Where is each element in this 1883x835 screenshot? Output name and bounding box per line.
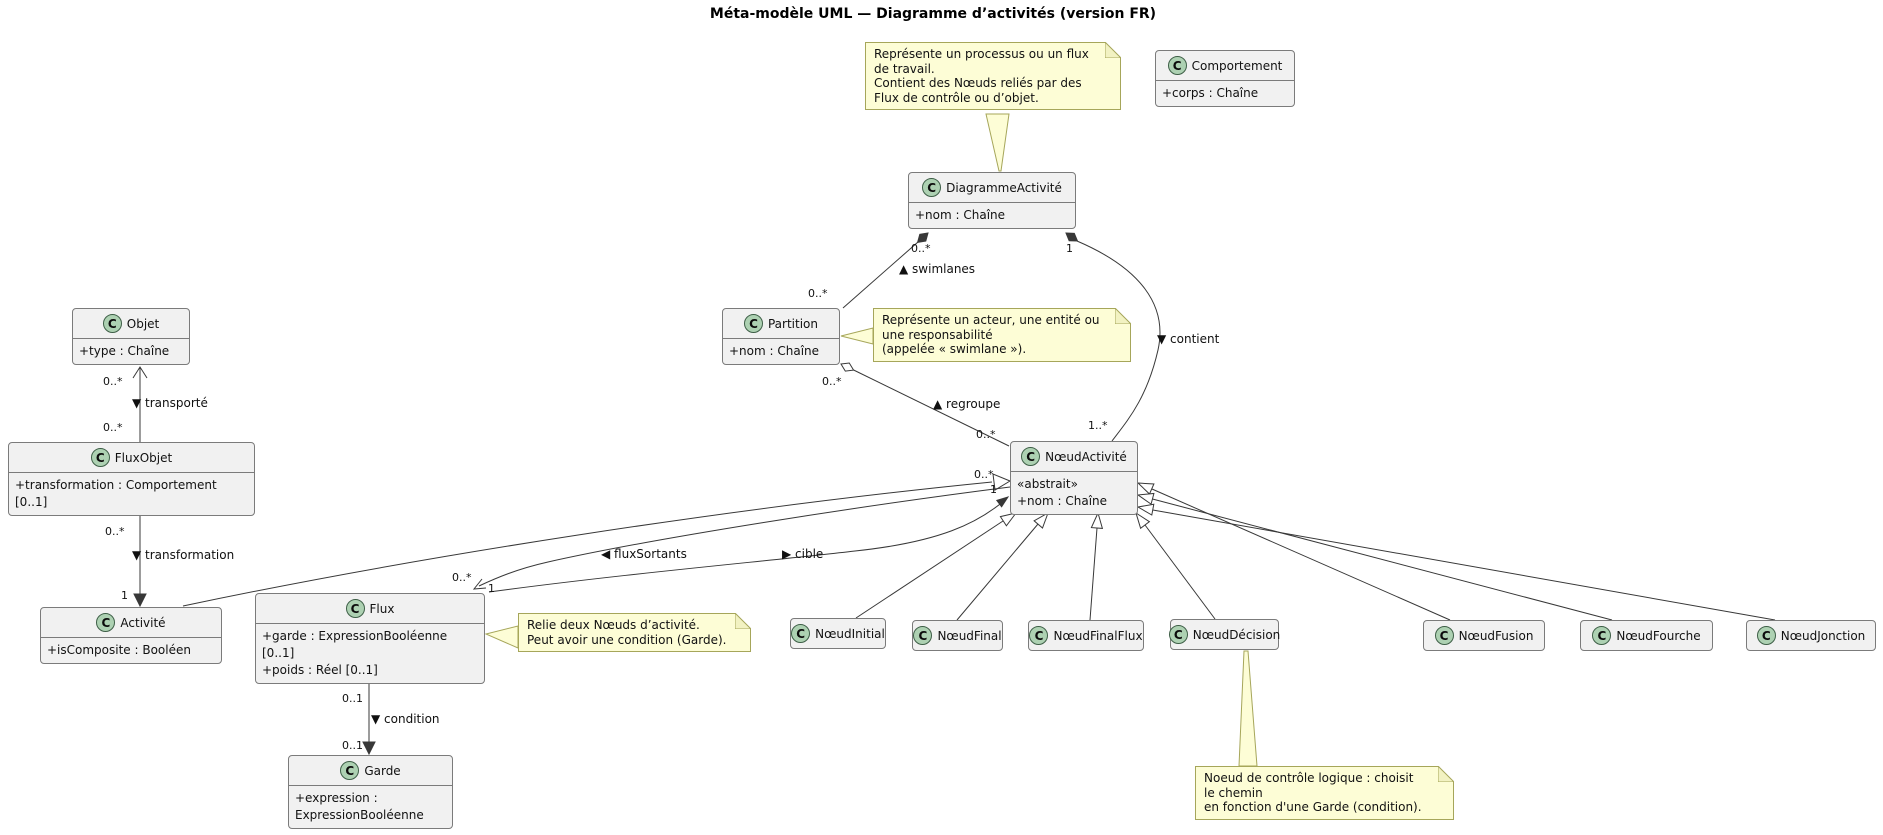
class-icon: C	[913, 626, 932, 645]
svg-text:1: 1	[990, 483, 997, 496]
svg-text:0..*: 0..*	[808, 287, 828, 300]
note-tail-flux	[486, 626, 518, 648]
edge-swimlanes	[808, 230, 975, 308]
edge-generalization-activite	[183, 474, 1010, 606]
class-icon: C	[791, 624, 810, 643]
class-partition: C Partition +nom : Chaîne	[722, 308, 840, 365]
edge-cible	[488, 483, 1008, 595]
svg-text:0..*: 0..*	[103, 421, 123, 434]
note-tail-decision	[1239, 651, 1257, 766]
svg-text:0..1: 0..1	[342, 739, 363, 752]
edge-generalization-noeud-final-flux	[1090, 513, 1102, 620]
svg-text:▼ transporté: ▼ transporté	[132, 396, 208, 410]
class-noeud-final-flux: C NœudFinalFlux	[1028, 620, 1144, 651]
svg-text:▶ cible: ▶ cible	[782, 547, 824, 561]
class-noeud-fourche: C NœudFourche	[1580, 620, 1713, 651]
class-icon: C	[1168, 56, 1187, 75]
edge-generalization-noeud-initial	[856, 513, 1016, 618]
note-fold-icon	[735, 613, 751, 629]
note-diagramme-activite: Représente un processus ou un flux de travail. Contient des Nœuds reliés par des Flux de contrôle ou d’objet.	[865, 42, 1121, 110]
diagram-title: Méta-modèle UML — Diagramme d’activités (version FR)	[709, 6, 1157, 22]
svg-text:▼ condition: ▼ condition	[371, 712, 440, 726]
class-activite: C Activité +isComposite : Booléen	[40, 607, 222, 664]
class-icon: C	[744, 314, 763, 333]
svg-text:▲ swimlanes: ▲ swimlanes	[899, 262, 976, 276]
class-noeud-fusion: C NœudFusion	[1423, 620, 1545, 651]
class-icon: C	[96, 613, 115, 632]
class-icon: C	[340, 761, 359, 780]
stereotype: «abstrait»	[1017, 477, 1078, 491]
note-fold-icon	[1438, 766, 1454, 782]
class-noeud-decision: C NœudDécision	[1170, 619, 1279, 650]
svg-text:1: 1	[488, 582, 495, 595]
note-partition: Représente un acteur, une entité ou une responsabilité (appelée « swimlane »).	[873, 308, 1131, 362]
class-icon: C	[1021, 447, 1040, 466]
edge-generalization-noeud-decision	[1136, 513, 1215, 619]
class-icon: C	[1029, 626, 1048, 645]
class-icon: C	[346, 599, 365, 618]
note-tail-diagramme	[986, 114, 1009, 171]
svg-text:0..*: 0..*	[452, 571, 472, 584]
class-garde: C Garde +expression : ExpressionBooléenne	[288, 755, 453, 829]
svg-text:1: 1	[1066, 242, 1073, 255]
edge-regroupe	[822, 360, 1009, 446]
svg-text:▲ regroupe: ▲ regroupe	[933, 397, 1001, 411]
edge-condition	[342, 678, 440, 754]
svg-text:◀ fluxSortants: ◀ fluxSortants	[601, 547, 687, 561]
svg-text:0..*: 0..*	[105, 525, 125, 538]
svg-text:1: 1	[121, 589, 128, 602]
svg-text:0..*: 0..*	[976, 428, 996, 441]
edge-transporte	[103, 367, 208, 442]
edge-generalization-noeud-jonction	[1138, 504, 1775, 620]
note-tail-partition	[841, 328, 873, 344]
edge-generalization-noeud-fusion	[1138, 483, 1450, 620]
class-flux-objet: C FluxObjet +transformation : Comportement [0..1]	[8, 442, 255, 516]
class-diagramme-activite: C DiagrammeActivité +nom : Chaîne	[908, 172, 1076, 229]
svg-text:▼ contient: ▼ contient	[1157, 332, 1220, 346]
svg-text:0..*: 0..*	[103, 375, 123, 388]
class-flux: C Flux +garde : ExpressionBooléenne [0..1] +poids : Réel [0..1]	[255, 593, 485, 684]
class-comportement: C Comportement +corps : Chaîne	[1155, 50, 1295, 107]
class-icon: C	[1435, 626, 1454, 645]
note-flux: Relie deux Nœuds d’activité. Peut avoir une condition (Garde).	[518, 613, 751, 652]
class-icon: C	[1592, 626, 1611, 645]
svg-text:0..*: 0..*	[911, 242, 931, 255]
edge-transformation	[105, 513, 234, 606]
note-noeud-decision: Noeud de contrôle logique : choisit le chemin en fonction d'une Garde (condition).	[1195, 766, 1454, 820]
svg-text:0..*: 0..*	[822, 375, 842, 388]
class-objet: C Objet +type : Chaîne	[72, 308, 190, 365]
class-noeud-initial: C NœudInitial	[790, 618, 886, 649]
svg-text:▼ transformation: ▼ transformation	[132, 548, 235, 562]
note-fold-icon	[1115, 308, 1131, 324]
class-noeud-jonction: C NœudJonction	[1746, 620, 1876, 651]
class-icon: C	[91, 448, 110, 467]
svg-text:1..*: 1..*	[1088, 419, 1108, 432]
class-noeud-activite: C NœudActivité «abstrait» +nom : Chaîne	[1010, 441, 1138, 515]
class-icon: C	[103, 314, 122, 333]
class-icon: C	[1757, 626, 1776, 645]
edge-generalization-noeud-fourche	[1138, 494, 1612, 621]
class-icon: C	[922, 178, 941, 197]
svg-text:0..*: 0..*	[974, 468, 994, 481]
note-fold-icon	[1105, 42, 1121, 58]
edge-flux-sortants	[452, 468, 1010, 589]
edge-generalization-noeud-final	[957, 513, 1048, 620]
class-noeud-final: C NœudFinal	[912, 620, 1003, 651]
class-icon: C	[1169, 625, 1188, 644]
svg-text:0..1: 0..1	[342, 692, 363, 705]
